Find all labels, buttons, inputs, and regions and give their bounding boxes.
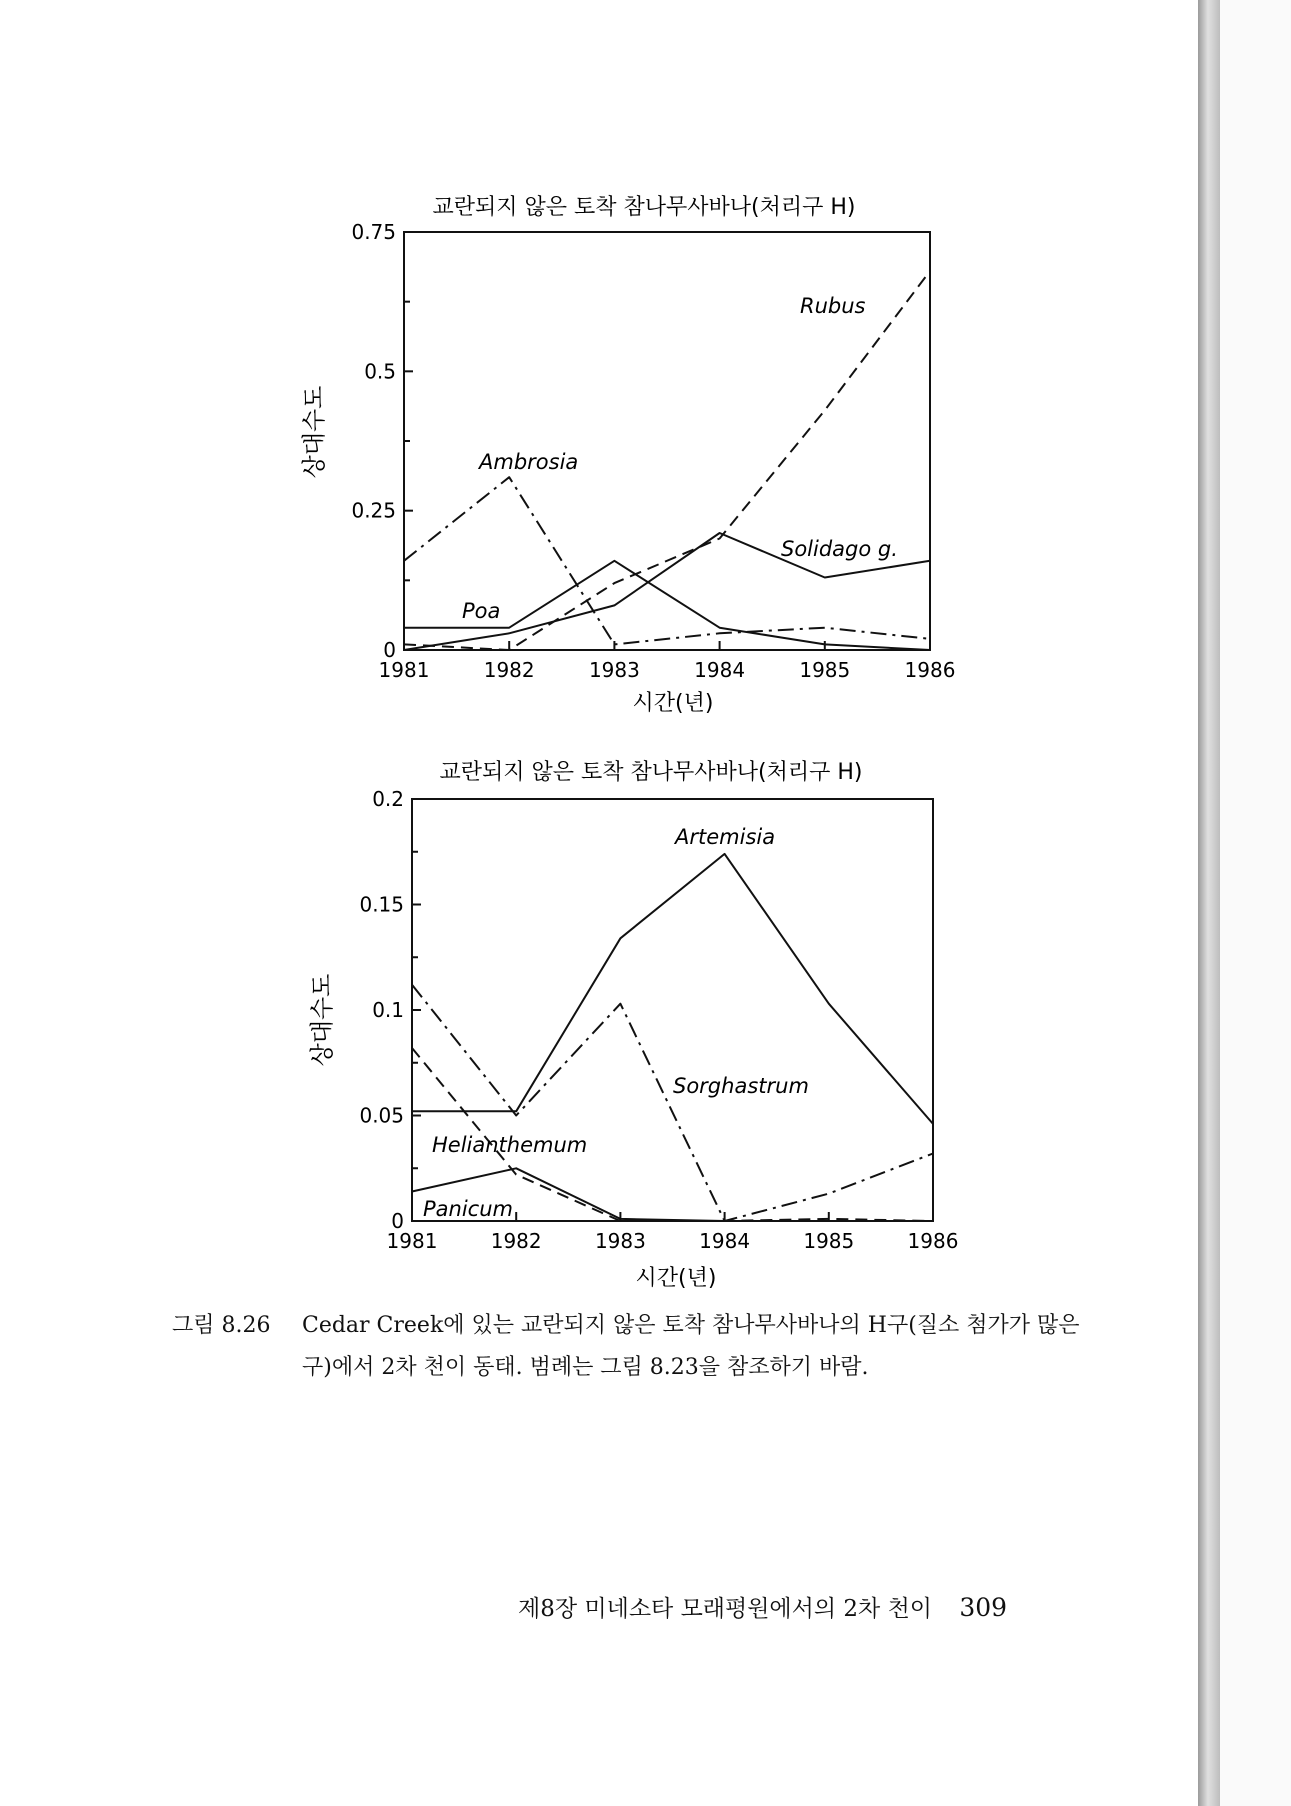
page-number: 309 (959, 1593, 1008, 1622)
chart-bottom-xlabel: 시간(년) (635, 1266, 717, 1291)
chart-bottom-frame (412, 799, 933, 1221)
chart-top-xlabel: 시간(년) (632, 691, 714, 716)
series-label-artemisia: Artemisia (675, 825, 776, 849)
y-tick-label: 0.15 (359, 892, 404, 917)
x-tick-label: 1982 (490, 1229, 542, 1253)
series-label-panicum: Panicum (423, 1197, 513, 1221)
chart-bottom-title: 교란되지 않은 토착 참나무사바나(처리구 H) (439, 760, 863, 785)
y-tick-label: 0.5 (364, 359, 396, 384)
x-tick-label: 1984 (699, 1229, 751, 1253)
x-tick-label: 1985 (803, 1229, 855, 1253)
series-label-solidago: Solidago g. (781, 537, 898, 561)
x-tick-label: 1982 (483, 658, 535, 682)
y-tick-label: 0.2 (372, 787, 404, 811)
x-tick-label: 1984 (694, 658, 746, 682)
chart-top-title: 교란되지 않은 토착 참나무사바나(처리구 H) (432, 195, 856, 220)
series-label-rubus: Rubus (800, 294, 866, 318)
series-line-sorghastrum (412, 985, 933, 1221)
y-tick-label: 0 (383, 638, 396, 662)
chart-bottom-ylabel: 상대수도 (308, 973, 336, 1067)
series-label-poa: Poa (462, 599, 501, 623)
x-tick-label: 1981 (386, 1229, 438, 1253)
x-tick-label: 1986 (904, 658, 956, 682)
page-footer (518, 1590, 1007, 1623)
y-tick-label: 0.05 (359, 1103, 404, 1128)
y-tick-label: 0.75 (351, 220, 396, 244)
x-tick-label: 1981 (378, 658, 430, 682)
series-label-sorghastrum: Sorghastrum (673, 1074, 809, 1098)
y-tick-label: 0 (391, 1209, 404, 1233)
series-label-helianthemum: Helianthemum (432, 1133, 588, 1157)
y-tick-label: 0.1 (372, 998, 404, 1022)
figure-caption-text: Cedar Creek에 있는 교란되지 않은 토착 참나무사바나의 H구(질소 첨가가 많은 구)에서 2차 천이 동태. 범례는 그림 8.23을 참조하기 바람. (302, 1313, 1080, 1380)
x-tick-label: 1983 (594, 1229, 646, 1253)
y-tick-label: 0.25 (351, 498, 396, 523)
figure-number: 그림 8.26 (172, 1313, 271, 1338)
series-label-ambrosia: Ambrosia (479, 450, 579, 474)
chart-top-ylabel: 상대수도 (300, 385, 328, 479)
x-tick-label: 1986 (907, 1229, 959, 1253)
x-tick-label: 1983 (588, 658, 640, 682)
chapter-title: 제8장 미네소타 모래평원에서의 2차 천이 (518, 1596, 932, 1622)
x-tick-label: 1985 (799, 658, 851, 682)
